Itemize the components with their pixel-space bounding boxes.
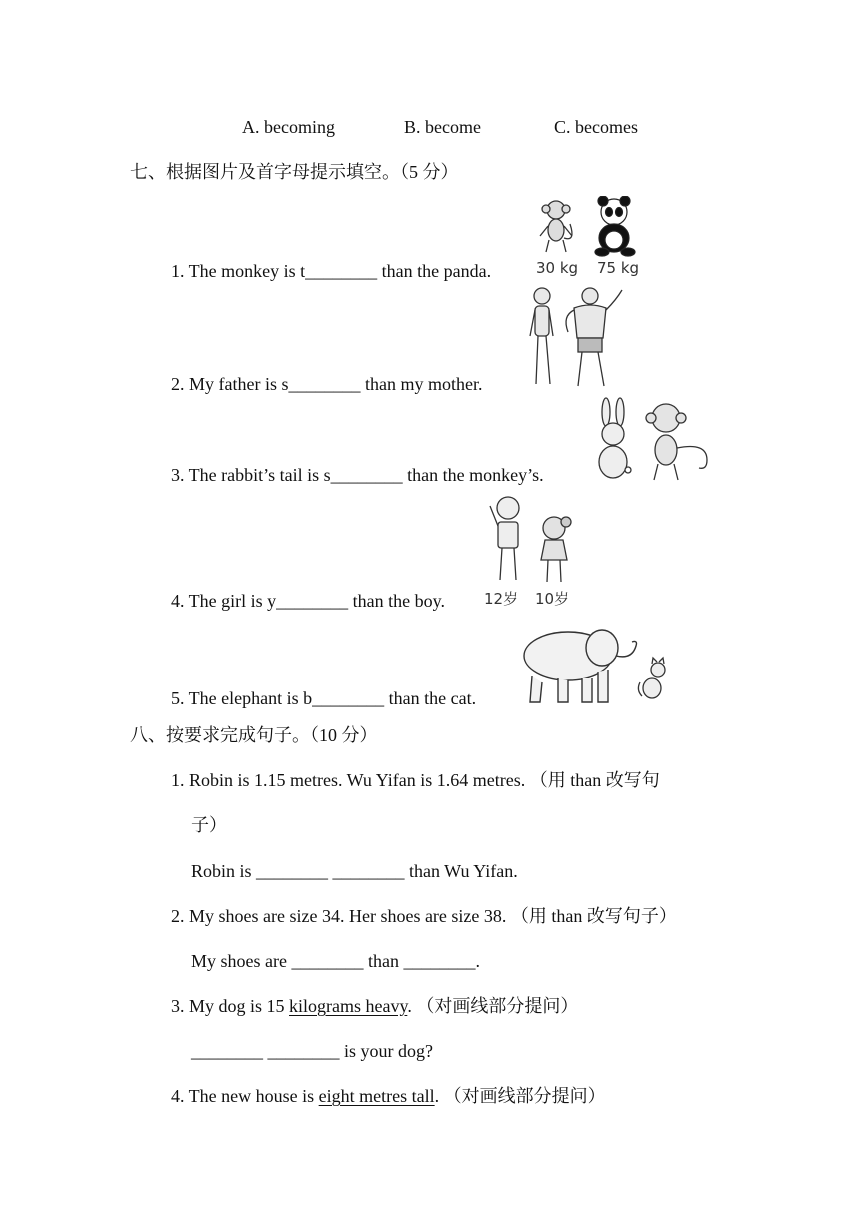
s8-q3-underlined: kilograms heavy: [289, 996, 408, 1016]
s8-q1-line2: 子）: [191, 815, 227, 835]
elephant-cat-picture: [518, 626, 674, 706]
rabbit-monkey-picture: [594, 396, 712, 482]
s8-q1-line1: 1. Robin is 1.15 metres. Wu Yifan is 1.64 metres. （用 than 改写句: [171, 770, 660, 790]
boy-girl-picture: [482, 494, 586, 586]
rabbit-icon: [599, 398, 631, 478]
options-line: [242, 116, 638, 138]
panda-icon: [595, 196, 635, 256]
s8-q3-line: [171, 995, 578, 1017]
option-b: B. become: [404, 117, 481, 137]
option-a: A. becoming: [242, 117, 335, 137]
s8-q3-post: . （对画线部分提问）: [407, 996, 579, 1016]
boy-icon: [490, 497, 519, 580]
s8-q4-post: . （对画线部分提问）: [434, 1086, 606, 1106]
mother-father-picture: [526, 286, 626, 392]
s7-item-1: 1. The monkey is t________ than the panda.: [171, 261, 492, 281]
monkey-icon: [646, 404, 707, 480]
s8-q3-pre: 3. My dog is 15: [171, 996, 290, 1016]
s7-item-2: 2. My father is s________ than my mother.: [171, 374, 483, 394]
option-c: C. becomes: [554, 117, 638, 137]
girl-age-label: 10岁: [535, 590, 570, 608]
muscular-man-icon: [566, 288, 622, 386]
woman-icon: [530, 288, 553, 384]
boy-age-label: 12岁: [484, 590, 519, 608]
panda-weight-label: 75 kg: [597, 259, 640, 277]
s8-q4-line: [171, 1085, 606, 1107]
monkey-icon: [534, 196, 644, 258]
s8-q1-answer: Robin is ________ ________ than Wu Yifan.: [191, 861, 518, 881]
monkey-weight-label: 30 kg: [536, 259, 579, 277]
s8-q4-pre: 4. The new house is: [171, 1086, 319, 1106]
s8-q2-answer: My shoes are ________ than ________.: [191, 951, 480, 971]
section7-heading: 七、根据图片及首字母提示填空。（5 分）: [130, 162, 459, 182]
section8-heading: 八、按要求完成句子。（10 分）: [130, 725, 378, 745]
s7-item-5: 5. The elephant is b________ than the cat.: [171, 688, 477, 708]
s8-q4-underlined: eight metres tall: [318, 1086, 435, 1106]
s8-q2-line: 2. My shoes are size 34. Her shoes are size 38. （用 than 改写句子）: [171, 906, 677, 926]
monkey-panda-picture: [534, 196, 644, 258]
s7-item-3: 3. The rabbit’s tail is s________ than the monkey’s.: [171, 465, 544, 485]
elephant-icon: [524, 630, 637, 702]
girl-icon: [541, 517, 571, 582]
s7-item-4: 4. The girl is y________ than the boy.: [171, 591, 445, 611]
s8-q3-answer: ________ ________ is your dog?: [191, 1041, 433, 1061]
cat-icon: [638, 658, 665, 698]
